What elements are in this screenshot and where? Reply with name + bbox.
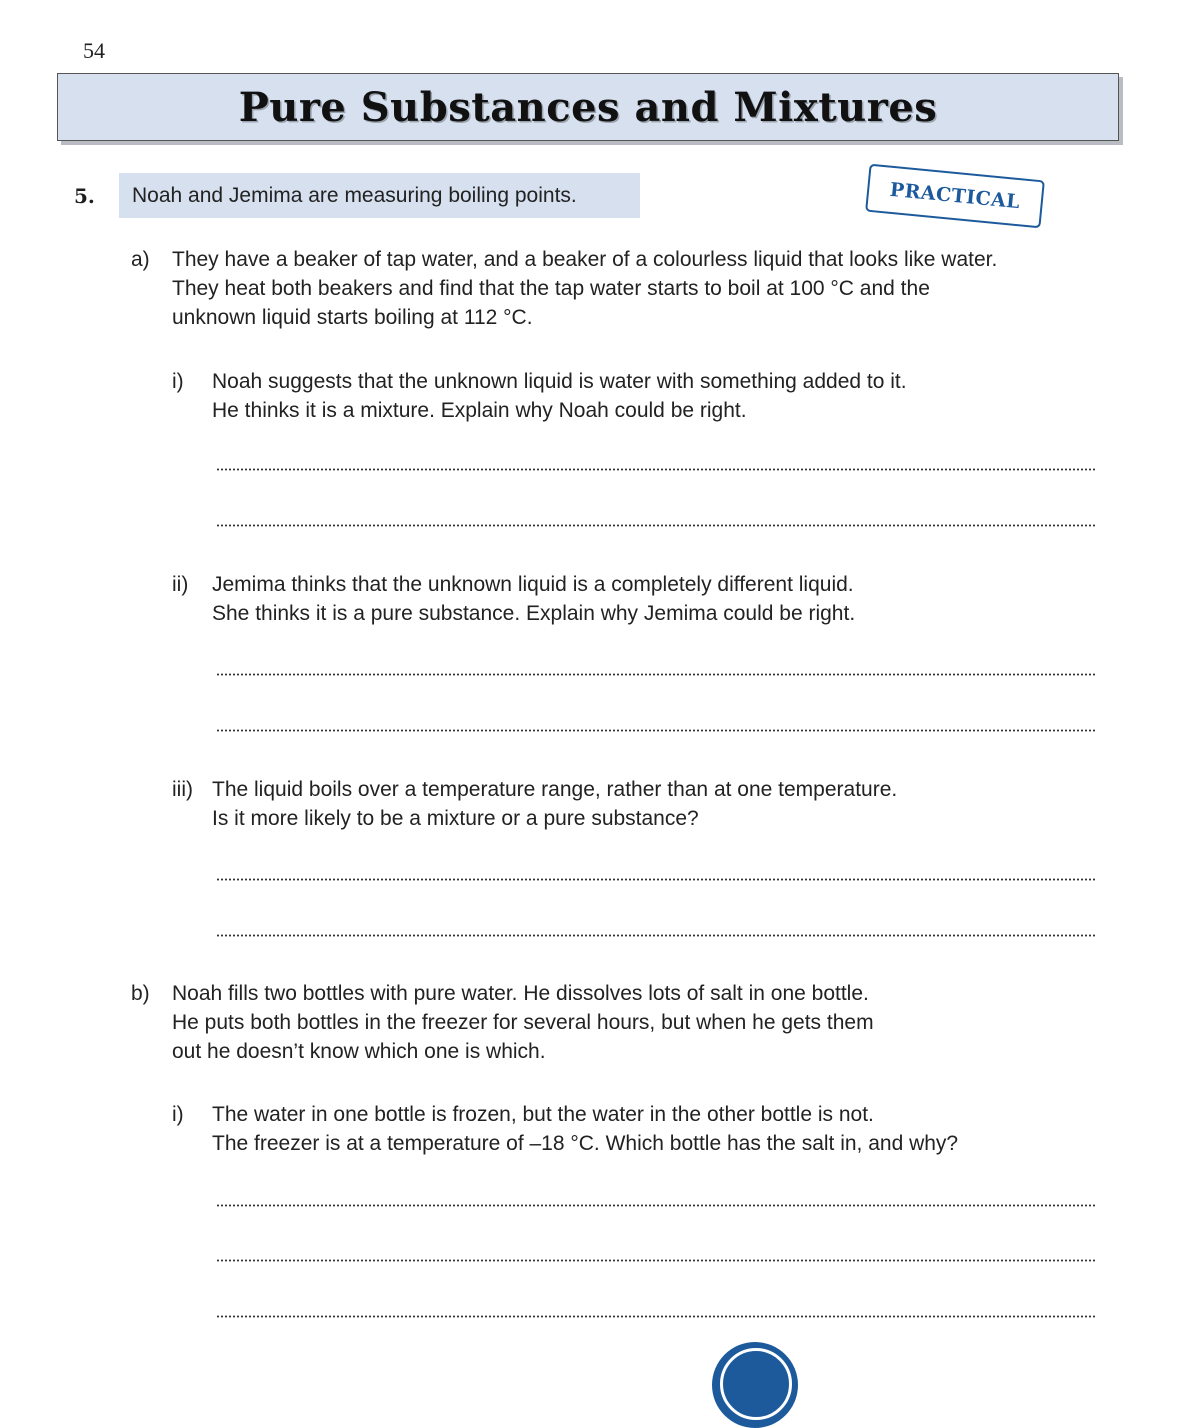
title-banner [57, 73, 1119, 141]
text-line: unknown liquid starts boiling at 112 °C. [172, 306, 533, 329]
part-a-text [172, 245, 1112, 332]
practical-badge-label: PRACTICAL [888, 178, 1022, 214]
question-intro [119, 173, 640, 218]
answer-line[interactable] [216, 878, 1096, 881]
publisher-logo-icon [712, 1342, 798, 1428]
answer-line[interactable] [216, 1204, 1096, 1207]
text-line: He thinks it is a mixture. Explain why Noah could be right. [212, 399, 747, 422]
question-number: 5. [74, 184, 95, 208]
part-a-ii-label: ii) [172, 573, 189, 596]
answer-line[interactable] [216, 729, 1096, 732]
text-line: Noah suggests that the unknown liquid is water with something added to it. [212, 370, 907, 393]
part-a-iii-label: iii) [172, 778, 193, 801]
answer-line[interactable] [216, 524, 1096, 527]
page-title: Pure Substances and Mixtures [238, 83, 938, 131]
answer-line[interactable] [216, 1259, 1096, 1262]
part-b-i-label: i) [172, 1103, 184, 1126]
text-line: out he doesn’t know which one is which. [172, 1040, 546, 1063]
text-line: They have a beaker of tap water, and a beaker of a colourless liquid that looks like water. [172, 248, 998, 271]
part-a-label: a) [131, 248, 150, 271]
part-a-ii-text [212, 570, 1112, 628]
text-line: He puts both bottles in the freezer for several hours, but when he gets them [172, 1011, 874, 1034]
text-line: They heat both beakers and find that the tap water starts to boil at 100 °C and the [172, 277, 930, 300]
text-line: She thinks it is a pure substance. Explain why Jemima could be right. [212, 602, 856, 625]
answer-line[interactable] [216, 468, 1096, 471]
part-b-text [172, 979, 1112, 1066]
text-line: Noah fills two bottles with pure water. He dissolves lots of salt in one bottle. [172, 982, 869, 1005]
answer-line[interactable] [216, 673, 1096, 676]
practical-badge [865, 164, 1045, 229]
logo-ring [720, 1348, 792, 1420]
text-line: The liquid boils over a temperature range, rather than at one temperature. [212, 778, 898, 801]
text-line: The freezer is at a temperature of –18 °C. Which bottle has the salt in, and why? [212, 1132, 959, 1155]
part-b-label: b) [131, 982, 150, 1005]
text-line: Jemima thinks that the unknown liquid is a completely different liquid. [212, 573, 854, 596]
part-a-i-label: i) [172, 370, 184, 393]
part-b-i-text [212, 1100, 1112, 1158]
text-line: The water in one bottle is frozen, but the water in the other bottle is not. [212, 1103, 874, 1126]
question-intro-text: Noah and Jemima are measuring boiling points. [132, 183, 577, 207]
part-a-iii-text [212, 775, 1112, 833]
page-number: 54 [83, 38, 105, 63]
answer-line[interactable] [216, 934, 1096, 937]
part-a-i-text [212, 367, 1112, 425]
text-line: Is it more likely to be a mixture or a pure substance? [212, 807, 699, 830]
answer-line[interactable] [216, 1315, 1096, 1318]
